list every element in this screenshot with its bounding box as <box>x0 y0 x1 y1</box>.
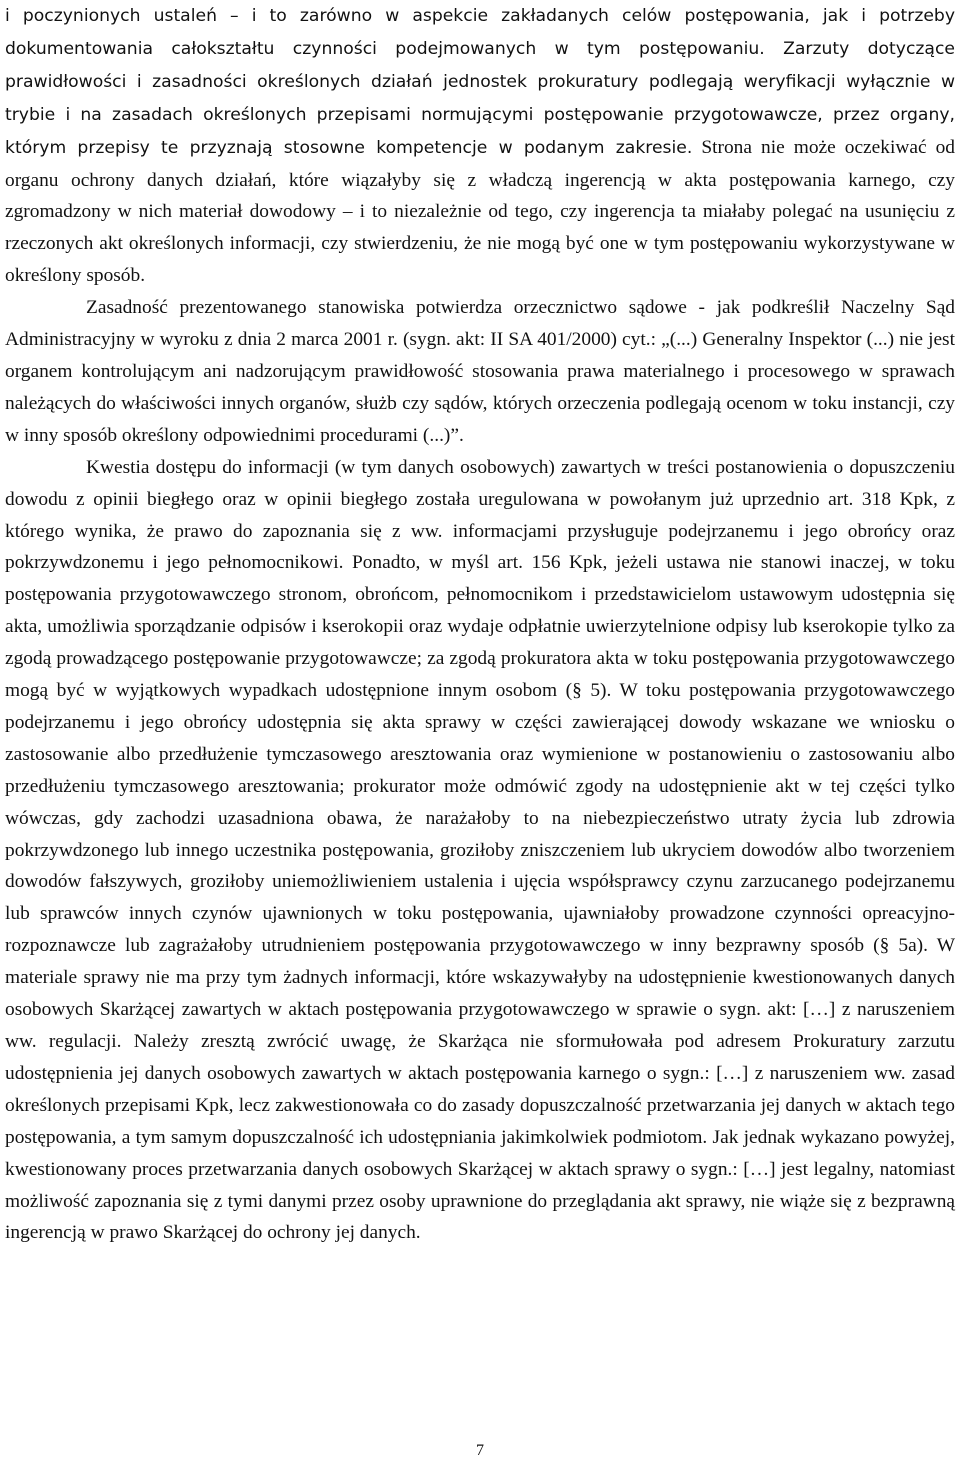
paragraph-2: Zasadność prezentowanego stanowiska potwierdza orzecznictwo sądowe - jak podkreślił Naczelny Sąd Administracyjny w wyroku z dnia 2 marca 2001 r. (sygn. akt: II SA 401/2000) cyt.: „(...) Generalny Inspektor (...) nie jest organem kontrolującym ani nadzorującym prawidłowość stosowania prawa materialnego i procesowego w sprawach należących do właściwości innych organów, służb czy sądów, których orzeczenia podlegają ocenom w toku instancji, czy w inny sposób określony odpowiednimi procedurami (...)”. <box>5 297 955 446</box>
paragraph-3: Kwestia dostępu do informacji (w tym danych osobowych) zawartych w treści postanowienia o dopuszczeniu dowodu z opinii biegłego oraz w opinii biegłego została uregulowana w powołanym już uprzednio art. 318 Kpk, z którego wynika, że prawo do zapoznania się z ww. informacjami przysługuje podejrzanemu i jego obrońcy oraz pokrzywdzonemu i jego pełnomocnikowi. Ponadto, w myśl art. 156 Kpk, jeżeli ustawa nie stanowi inaczej, w toku postępowania przygotowawczego stronom, obrońcom, pełnomocnikom i przedstawicielom ustawowym udostępnia się akta, umożliwia sporządzanie odpisów i kserokopii oraz wydaje odpłatnie uwierzytelnione odpisy lub kserokopie tylko za zgodą prowadzącego postępowanie przygotowawcze; za zgodą prokuratora akta w toku postępowania przygotowawczego mogą być w wyjątkowych wypadkach udostępnione innym osobom (§ 5). W toku postępowania przygotowawczego podejrzanemu i jego obrońcy udostępnia się akta sprawy w części zawierającej dowody wskazane we wniosku o zastosowanie albo przedłużenie tymczasowego aresztowania oraz wymienione w postanowieniu o zastosowaniu albo przedłużeniu tymczasowego aresztowania; prokurator może odmówić zgody na udostępnienie akt w tej części tylko wówczas, gdy zachodzi uzasadniona obawa, że narażałoby to na niebezpieczeństwo utraty życia lub zdrowia pokrzywdzonego lub innego uczestnika postępowania, groziłoby zniszczeniem lub ukryciem dowodów albo tworzeniem dowodów fałszywych, groziłoby uniemożliwieniem ustalenia i ujęcia współsprawcy czynu zarzucanego podejrzanemu lub sprawców innych czynów ujawnionych w toku postępowania, ujawniałoby prowadzone czynności opreacyjno-rozpoznawcze lub zagrażałoby utrudnieniem postępowania przygotowawczego w inny bezprawny sposób (§ 5a). W materiale sprawy nie ma przy tym żadnych informacji, które wskazywałyby na udostępnienie kwestionowanych danych osobowych Skarżącej zawartych w aktach postępowania przygotowawczego w sprawie o sygn. akt: […] z naruszeniem ww. regulacji. Należy zresztą zwrócić uwagę, że Skarżąca nie sformułowała pod adresem Prokuratury zarzutu udostępnienia jej danych osobowych zawartych w aktach postępowania karnego o sygn.: […] z naruszeniem ww. zasad określonych przepisami Kpk, lecz zakwestionowała co do zasady dopuszczalność przetwarzania jej danych w aktach tego postępowania, a tym samym dopuszczalność ich udostępniania jakimkolwiek podmiotom. Jak jednak wykazano powyżej, kwestionowany proces przetwarzania danych osobowych Skarżącej w aktach sprawy o sygn.: […] jest legalny, natomiast możliwość zapoznania się z tymi danymi przez osoby uprawnione do przeglądania akt sprawy, nie wiąże się z bezprawną ingerencją w prawo Skarżącej do ochrony jej danych. <box>5 456 955 1244</box>
paragraph-1-sans-segment: i poczynionych ustaleń – i to zarówno w aspekcie zakładanych celów postępowania, jak i potrzeby dokumentowania całokształtu czynności podejmowanych w tym postępowaniu. Zarzuty dotyczące prawidłowości i zasadności określonych działań jednostek prokuratury podlegają weryfikacji wyłącznie w trybie i na zasadach określonych przepisami normującymi postępowanie przygotowawcze, przez organy, którym przepisy te przyznają stosowne kompetencje w podanym zakresie. <box>5 6 955 158</box>
paragraph-1-serif-segment: Strona nie może oczekiwać od organu ochrony danych działań, które wiązałyby się z władczą ingerencją w akta postępowania karnego, czy zgromadzony w nich materiał dowodowy – i to niezależnie od tego, czy ingerencja ta miałaby polegać na usunięciu z rzeczonych akt określonych informacji, czy stwierdzeniu, że nie mogą być one w tym postępowaniu wykorzystywane w określony sposób. <box>5 136 955 287</box>
page-number: 7 <box>476 1442 484 1459</box>
document-body <box>5 0 955 1249</box>
paragraph-1 <box>5 0 955 292</box>
